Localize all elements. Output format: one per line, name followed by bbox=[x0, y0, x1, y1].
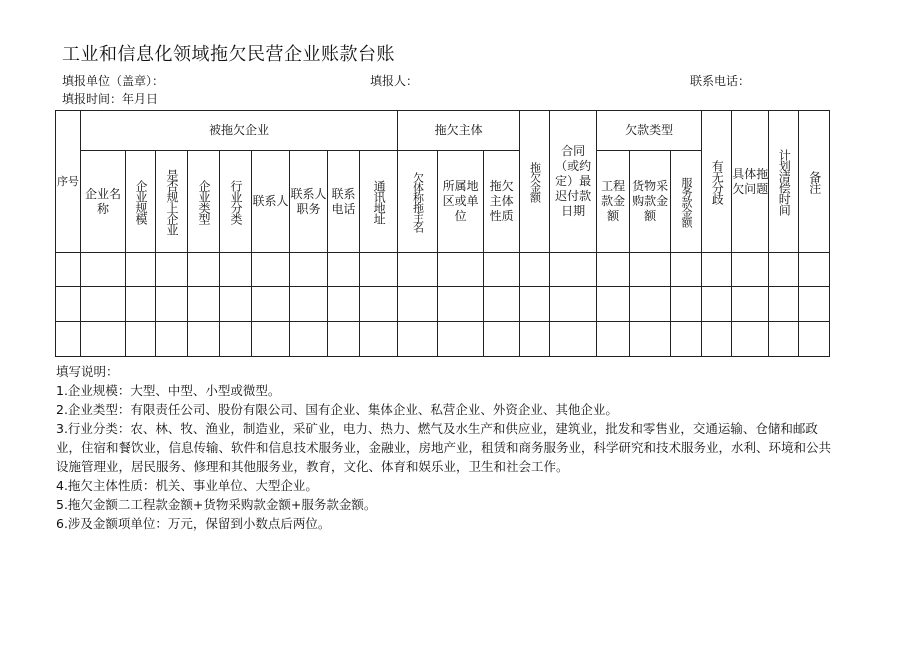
instruction-item: 1.企业规模：大型、中型、小型或微型。 bbox=[56, 383, 281, 398]
table-cell[interactable] bbox=[438, 253, 484, 287]
header-owed-amount: 拖欠金额 bbox=[520, 111, 550, 253]
fill-unit-label: 填报单位（盖章）： bbox=[62, 74, 165, 88]
table-cell[interactable] bbox=[290, 322, 328, 357]
table-cell[interactable] bbox=[56, 253, 81, 287]
table-cell[interactable] bbox=[360, 287, 398, 322]
table-cell[interactable] bbox=[188, 253, 220, 287]
table-cell[interactable] bbox=[156, 253, 188, 287]
header-debtor-nature: 拖欠主体性质 bbox=[484, 151, 520, 253]
header-debtor-region: 所属地区或单位 bbox=[438, 151, 484, 253]
table-cell[interactable] bbox=[126, 287, 156, 322]
page-title: 工业和信息化领域拖欠民营企业账款台账 bbox=[62, 44, 395, 65]
table-cell[interactable] bbox=[328, 253, 360, 287]
table-cell[interactable] bbox=[732, 287, 769, 322]
table-cell[interactable] bbox=[484, 253, 520, 287]
table-cell[interactable] bbox=[732, 322, 769, 357]
table-cell[interactable] bbox=[290, 253, 328, 287]
table-cell[interactable] bbox=[769, 287, 799, 322]
header-service-amount: 服务款金额 bbox=[671, 151, 702, 253]
header-address: 通讯地址 bbox=[360, 151, 398, 253]
table-cell[interactable] bbox=[81, 253, 126, 287]
header-eng-amount: 工程款金额 bbox=[597, 151, 630, 253]
header-contact-title: 联系人职务 bbox=[290, 151, 328, 253]
table-cell[interactable] bbox=[56, 322, 81, 357]
instructions bbox=[56, 362, 834, 533]
header-debtor: 拖欠主体 bbox=[398, 111, 520, 151]
table-cell[interactable] bbox=[438, 287, 484, 322]
table-cell[interactable] bbox=[126, 322, 156, 357]
table-cell[interactable] bbox=[671, 287, 702, 322]
header-seq: 序号 bbox=[56, 111, 81, 253]
table-cell[interactable] bbox=[769, 253, 799, 287]
table-cell[interactable] bbox=[360, 253, 398, 287]
table-cell[interactable] bbox=[520, 287, 550, 322]
table-cell[interactable] bbox=[597, 287, 630, 322]
table-cell[interactable] bbox=[597, 253, 630, 287]
filler-label: 填报人： bbox=[370, 74, 419, 88]
table-cell[interactable] bbox=[520, 322, 550, 357]
table-cell[interactable] bbox=[702, 322, 732, 357]
header-contact-phone: 联系电话 bbox=[328, 151, 360, 253]
table-cell[interactable] bbox=[597, 322, 630, 357]
table-row bbox=[56, 322, 830, 357]
table-cell[interactable] bbox=[360, 322, 398, 357]
table-cell[interactable] bbox=[290, 287, 328, 322]
table-cell[interactable] bbox=[550, 322, 597, 357]
instruction-item: 3.行业分类：农、林、牧、渔业，制造业，采矿业，电力、热力、燃气及水生产和供应业，建筑业，批发和零售业，交通运输、仓储和邮政业，住宿和餐饮业，信息传输、软件和信息技术服务业，金融业，房地产业，租赁和商务服务业，科学研究和技术服务业，水利、环境和公共设施管理业，居民服务、修理和其他服务业，教育，文化、体育和娱乐业，卫生和社会工作。 bbox=[56, 421, 832, 474]
table-cell[interactable] bbox=[156, 287, 188, 322]
header-owed-enterprise: 被拖欠企业 bbox=[81, 111, 398, 151]
header-debtor-name: 欠体称拖主名 bbox=[398, 151, 438, 253]
ledger-table bbox=[55, 110, 830, 357]
table-cell[interactable] bbox=[732, 253, 769, 287]
table-cell[interactable] bbox=[799, 253, 830, 287]
header-industry: 行业分类 bbox=[220, 151, 252, 253]
table-cell[interactable] bbox=[81, 287, 126, 322]
header-ent-scale: 企业规模 bbox=[126, 151, 156, 253]
header-ent-type: 企业类型 bbox=[188, 151, 220, 253]
instruction-item: 2.企业类型：有限责任公司、股份有限公司、国有企业、集体企业、私营企业、外资企业、其他企业。 bbox=[56, 402, 618, 417]
table-cell[interactable] bbox=[252, 287, 290, 322]
fill-time-label: 填报时间：年月日 bbox=[62, 92, 159, 106]
table-cell[interactable] bbox=[188, 287, 220, 322]
table-cell[interactable] bbox=[630, 253, 671, 287]
table-cell[interactable] bbox=[156, 322, 188, 357]
table-cell[interactable] bbox=[550, 287, 597, 322]
table-cell[interactable] bbox=[799, 322, 830, 357]
table-cell[interactable] bbox=[252, 253, 290, 287]
header-ent-name: 企业名称 bbox=[81, 151, 126, 253]
table-cell[interactable] bbox=[56, 287, 81, 322]
table-cell[interactable] bbox=[630, 287, 671, 322]
header-contract-date: 合同（或约定）最迟付款日期 bbox=[550, 111, 597, 253]
table-cell[interactable] bbox=[328, 287, 360, 322]
table-cell[interactable] bbox=[671, 322, 702, 357]
table-row bbox=[56, 287, 830, 322]
instruction-item: 6.涉及金额项单位：万元，保留到小数点后两位。 bbox=[56, 516, 331, 531]
table-cell[interactable] bbox=[398, 287, 438, 322]
table-cell[interactable] bbox=[398, 253, 438, 287]
table-cell[interactable] bbox=[126, 253, 156, 287]
header-contact: 联系人 bbox=[252, 151, 290, 253]
header-above-scale: 是否规上企业 bbox=[156, 151, 188, 253]
table-cell[interactable] bbox=[671, 253, 702, 287]
table-cell[interactable] bbox=[484, 322, 520, 357]
table-cell[interactable] bbox=[702, 253, 732, 287]
table-cell[interactable] bbox=[220, 287, 252, 322]
table-cell[interactable] bbox=[630, 322, 671, 357]
table-cell[interactable] bbox=[398, 322, 438, 357]
header-issues: 具体拖欠问题 bbox=[732, 111, 769, 253]
table-cell[interactable] bbox=[220, 322, 252, 357]
header-debt-type: 欠款类型 bbox=[597, 111, 702, 151]
table-cell[interactable] bbox=[438, 322, 484, 357]
contact-phone-label: 联系电话： bbox=[690, 74, 751, 88]
table-cell[interactable] bbox=[550, 253, 597, 287]
header-goods-amount: 货物采购款金额 bbox=[630, 151, 671, 253]
table-cell[interactable] bbox=[520, 253, 550, 287]
table-cell[interactable] bbox=[188, 322, 220, 357]
header-repay-time: 计划清偿时间 bbox=[769, 111, 799, 253]
instruction-item: 5.拖欠金额二工程款金额+货物采购款金额+服务款金额。 bbox=[56, 497, 377, 512]
table-row bbox=[56, 253, 830, 287]
table-cell[interactable] bbox=[328, 322, 360, 357]
table-cell[interactable] bbox=[769, 322, 799, 357]
instructions-heading: 填写说明： bbox=[56, 364, 119, 379]
header-dispute: 有无分歧 bbox=[702, 111, 732, 253]
table-cell[interactable] bbox=[702, 287, 732, 322]
table-cell[interactable] bbox=[81, 322, 126, 357]
header-remarks: 备注 bbox=[799, 111, 830, 253]
table-cell[interactable] bbox=[799, 287, 830, 322]
table-cell[interactable] bbox=[252, 322, 290, 357]
table-cell[interactable] bbox=[484, 287, 520, 322]
instruction-item: 4.拖欠主体性质：机关、事业单位、大型企业。 bbox=[56, 478, 318, 493]
table-cell[interactable] bbox=[220, 253, 252, 287]
